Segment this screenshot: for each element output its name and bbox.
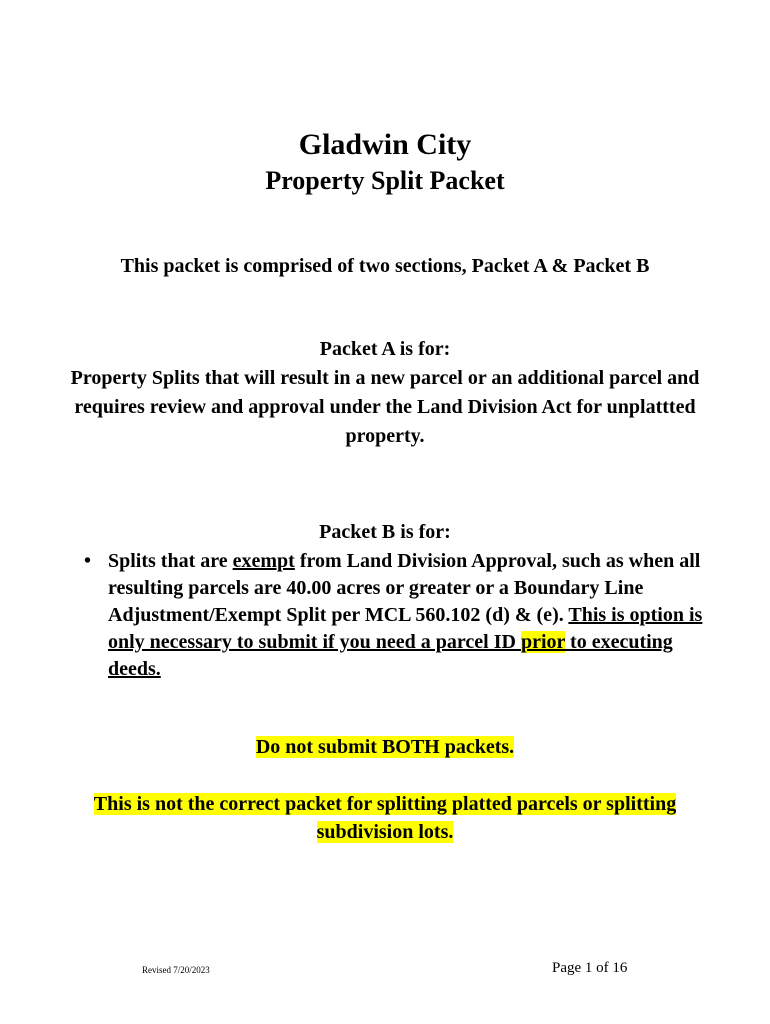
warning-platted-parcels-text: This is not the correct packet for splitting platted parcels or splitting subdivision lots. (93, 793, 677, 843)
underlined-note-part1: This is option is only necessary to submit if you need a parcel ID (108, 604, 703, 653)
underlined-note-part2: to executing deeds. (108, 631, 673, 680)
warning-both-packets-text: Do not submit BOTH packets. (255, 736, 515, 758)
packet-a-text: Property Splits that will result in a new parcel or an additional parcel and requires review and approval under the Land Division Act for unplattted property. (70, 367, 700, 447)
warning-both-packets (0, 736, 770, 759)
bullet-icon: • (84, 550, 92, 572)
highlighted-prior: prior (520, 631, 566, 653)
exempt-text: exempt (232, 550, 295, 572)
list-item (84, 548, 704, 683)
revised-date: Revised 7/20/2023 (142, 965, 210, 975)
intro-text: This packet is comprised of two sections, Packet A & Packet B (120, 255, 650, 277)
page-number: Page 1 of 16 (552, 960, 628, 976)
document-title: Gladwin City (298, 128, 472, 161)
bullet-text-part2: from Land Division Approval, such as when all resulting parcels are 40.00 acres or greater or a Boundary Line Adjustment/Exempt Split per MCL 560.102 (d) & (e). (108, 550, 701, 626)
bullet-text-part1: Splits that are (108, 550, 233, 572)
warning-platted-parcels (60, 790, 710, 846)
packet-a-section (40, 335, 730, 451)
document-subtitle: Property Split Packet (265, 166, 505, 195)
packet-b-list (84, 548, 704, 683)
packet-a-heading: Packet A is for: (319, 338, 451, 360)
packet-b-heading: Packet B is for: (319, 521, 451, 543)
